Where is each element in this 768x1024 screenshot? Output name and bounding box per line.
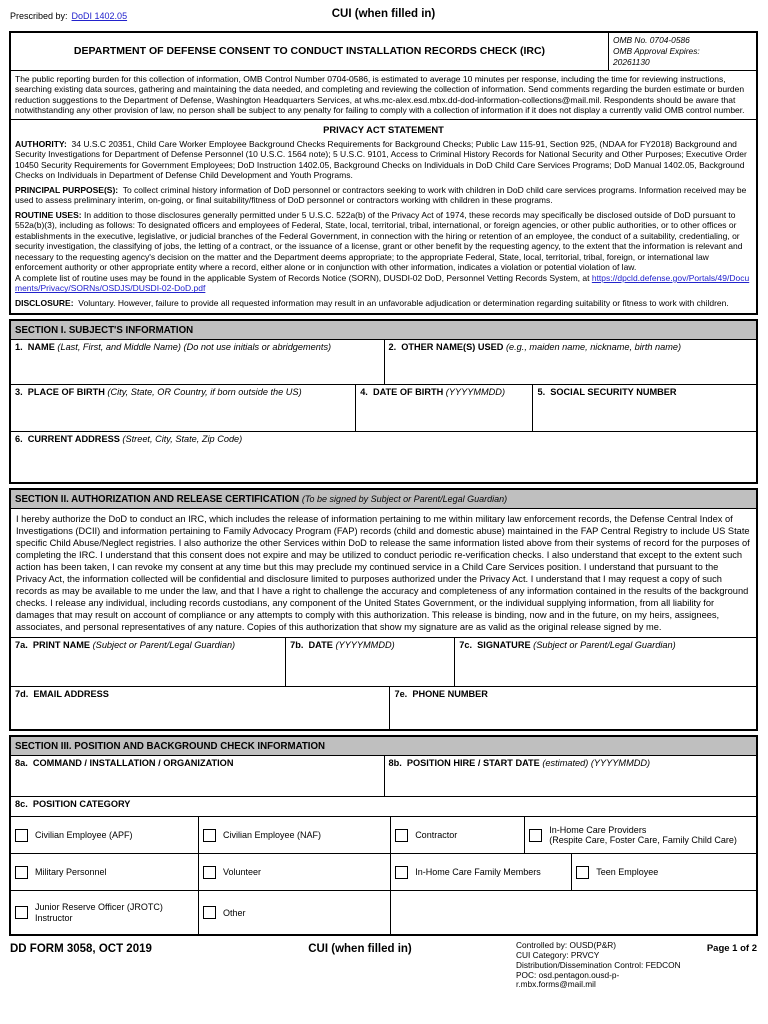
privacy-act-heading: PRIVACY ACT STATEMENT [323, 123, 444, 135]
top-banner [9, 5, 758, 27]
empty-cell [390, 891, 756, 934]
cui-category: CUI Category: PRVCY [516, 950, 600, 961]
header-box [9, 31, 758, 315]
option-in-home-care-family-members [390, 854, 571, 890]
hire-date-field[interactable]: 8b. POSITION HIRE / START DATE (estimated) (YYYYMMDD) [384, 756, 757, 796]
cui-banner-top: CUI (when filled in) [331, 8, 436, 20]
print-name-field[interactable]: 7a. PRINT NAME (Subject or Parent/Legal Guardian) [15, 640, 236, 651]
option-civilian-naf [198, 817, 390, 853]
option-other [198, 891, 390, 934]
in-home-care-providers-checkbox[interactable] [529, 829, 542, 842]
in-home-care-providers-label: In-Home Care Providers (Respite Care, Foster Care, Family Child Care) [549, 824, 737, 846]
section-3-heading: SECTION III. POSITION AND BACKGROUND CHECK INFORMATION [11, 737, 756, 755]
jrotc-instructor-checkbox[interactable] [15, 906, 28, 919]
other-names-field[interactable]: 2. OTHER NAME(S) USED (e.g., maiden name, nickname, birth name) [384, 340, 757, 384]
section-2-heading-note: (To be signed by Subject or Parent/Legal Guardian) [301, 493, 508, 504]
civilian-naf-label: Civilian Employee (NAF) [222, 830, 322, 841]
option-volunteer [198, 854, 390, 890]
signature-field[interactable]: 7c. SIGNATURE (Subject or Parent/Legal Guardian) [454, 638, 756, 686]
in-home-care-family-members-label: In-Home Care Family Members [415, 867, 541, 878]
principal-purpose-text: To collect criminal history information of DoD personnel or contractors seeking to work with children in DoD child care services programs. Information received may be used to assess preliminary interim, on-going, or final suitability/fitness of DoD personnel or contractors working with children in these programs. [15, 184, 747, 206]
authority-text: 34 U.S.C 20351, Child Care Worker Employee Background Checks Requirements for Background Checks; Public Law 115-91, Section 925, (NDAA for FY2018) Background and Security Investigations for Department of Defense Personnel (10 U.S.C. 1564 note); 5 U.S.C. 9101, Access to Criminal History Records for National Security and Other Purposes; Executive Order 10450 Security Requirements for Government Employees; DoD Instruction 1402.05, Background Checks on Individuals in DoD Child Care Services Programs; DoD Manual 1402.05, Background Checks on Individuals in Department of Defense Child Development and Youth Programs. [15, 138, 747, 181]
disclosure-label: DISCLOSURE: [15, 297, 74, 308]
date-of-birth-field[interactable]: 4. DATE OF BIRTH (YYYYMMDD) [355, 385, 532, 431]
phone-field[interactable]: 7e. PHONE NUMBER [389, 687, 756, 729]
sorn-text: A complete list of routine uses may be found in the applicable System of Records Notice (SORN), DUSDI-02 DoD, Personnel Vetting Records System, at [15, 272, 592, 283]
option-teen-employee [571, 854, 756, 890]
name-field[interactable]: 1. NAME (Last, First, and Middle Name) (Do not use initials or abridgements) [15, 341, 332, 352]
place-of-birth-field[interactable]: 3. PLACE OF BIRTH (City, State, OR Country, if born outside the US) [15, 386, 302, 397]
section-1-box [9, 319, 758, 484]
prescribed-by-label: Prescribed by: [10, 11, 68, 21]
signature-date-field[interactable]: 7b. DATE (YYYYMMDD) [285, 638, 454, 686]
option-contractor [390, 817, 524, 853]
teen-employee-label: Teen Employee [596, 867, 659, 878]
controlled-by: Controlled by: OUSD(P&R) [516, 940, 617, 951]
omb-expires-value: 20261130 [613, 56, 650, 67]
contractor-checkbox[interactable] [395, 829, 408, 842]
section-3-box [9, 735, 758, 936]
sorn-link[interactable]: https://dpcld.defense.gov/Portals/49/Documents/Privacy/SORNs/OSDJS/DUSDI-02-DoD.pdf [15, 272, 750, 294]
section-1-heading: SECTION I. SUBJECT'S INFORMATION [11, 321, 756, 339]
routine-uses-text: In addition to those disclosures generally permitted under 5 U.S.C. 522a(b) of the Privacy Act of 1974, these records may specifically be disclosed outside of DoD pursuant to 552a(b)(3), including as follows: To designated officers and employees of Federal, State, local, territorial, tribal, international, or foreign agencies, or other public authorities, or to other offices or establishments in the executive, legislative, or judicial branches of the Federal Government, in connection with the hiring or retention of an employee, the conduct of a suitability, credentialing, or security investigation, the classifying of jobs, the letting of a contract, or the issuance of a license, grant or other benefit by the requesting agency, to the extent that the information is relevant and necessary to the requesting agency's decision on the matter and the Department deems appropriate; to the appropriate Federal, State, local, territorial, tribal, foreign, or international law enforcement authority or other appropriate entity where a record, either alone or in conjunction with other information, indicates a violation or potential violation of law. [15, 209, 743, 273]
other-label: Other [222, 907, 246, 918]
option-civilian-apf [11, 817, 198, 853]
consent-paragraph: I hereby authorize the DoD to conduct an IRC, which includes the release of information pertaining to me within military law enforcement records, the Defense Central Index of Investigations (DCII) and information pertaining to Family Advocacy Program (FAP) records (child and domestic abuse) maintained in the FAP Central Registry to include US State specific Child Abuse/Neglect registries. I also authorize the other Services within DoD to release the same information listed above from their systems of record for the purposes of completing the IRC. I understand that this consent does not expire and may be utilized to conduct periodic re-verification checks. I also understand that except to the extent such action has been taken, I can revoke my consent at any time but this may preclude my continued service in a Child Care Services position. I understand that pursuant to the Privacy Act, the information collected will be confidential and disclosure limited to purposes authorized under the Privacy Act. I understand that I may request a copy of such records as may be available to me under the law, and that I have a right to challenge the accuracy and completeness of any information contained in the results of the background checks. I release any individual, including records custodians, any component of the United States Government, or the individual supplying information, from all liability for damages that may result on account of compliance or any attempts to comply with this authorization. This release is binding, now and in the future, on my heirs, assignees, associates, and personal representatives of any nature. Copies of this authorization that show my signature are as valid as the original release signed by me. [16, 513, 750, 633]
omb-box [608, 33, 756, 70]
other-checkbox[interactable] [203, 906, 216, 919]
ssn-field[interactable]: 5. SOCIAL SECURITY NUMBER [532, 385, 756, 431]
form-number: DD FORM 3058, OCT 2019 [10, 943, 152, 956]
principal-purpose-label: PRINCIPAL PURPOSE(S): [15, 184, 119, 195]
routine-uses-label: ROUTINE USES: [15, 209, 82, 220]
distribution-control: Distribution/Dissemination Control: FEDCON [516, 959, 681, 970]
contractor-label: Contractor [415, 830, 458, 841]
omb-number: OMB No. 0704-0586 [613, 35, 690, 45]
option-military-personnel [11, 854, 198, 890]
poc: POC: osd.pentagon.ousd-p-r.mbx.forms@mail.mil [516, 969, 620, 990]
military-personnel-checkbox[interactable] [15, 866, 28, 879]
section-2-box [9, 488, 758, 732]
page-footer [9, 939, 758, 990]
prescribed-by [10, 11, 127, 21]
control-block [460, 941, 693, 990]
burden-statement: The public reporting burden for this collection of information, OMB Control Number 0704-0586, is estimated to average 10 minutes per response, including the time for reviewing instructions, searching existing data sources, gathering and maintaining the data needed, and completing and reviewing the collection of information. Send comments regarding the burden estimate or burden reduction suggestions to the Department of Defense, Washington Headquarters Services, at whs.mc-alex.esd.mbx.dd-dod-information-collections@mail.mil. Respondents should be aware that notwithstanding any other provision of law, no person shall be subject to any penalty for failing to comply with a collection of information if it does not display a currently valid OMB control number. [15, 73, 745, 116]
omb-expires-label: OMB Approval Expires: [613, 45, 700, 56]
privacy-act-statement [11, 120, 756, 313]
email-field[interactable]: 7d. EMAIL ADDRESS [15, 689, 109, 700]
in-home-care-family-members-checkbox[interactable] [395, 866, 408, 879]
jrotc-instructor-label: Junior Reserve Officer (JROTC) Instructor [35, 902, 163, 923]
section-2-heading: SECTION II. AUTHORIZATION AND RELEASE CERTIFICATION (To be signed by Subject or Parent/Legal Guardian) [11, 490, 756, 508]
teen-employee-checkbox[interactable] [576, 866, 589, 879]
current-address-field[interactable]: 6. CURRENT ADDRESS (Street, City, State, Zip Code) [15, 433, 243, 444]
option-in-home-care-providers [524, 817, 756, 853]
form-title: DEPARTMENT OF DEFENSE CONSENT TO CONDUCT INSTALLATION RECORDS CHECK (IRC) [73, 45, 546, 58]
authority-label: AUTHORITY: [15, 138, 67, 149]
military-personnel-label: Military Personnel [35, 867, 107, 878]
disclosure-text: Voluntary. However, failure to provide all requested information may result in an unfavorable adjudication or determination regarding suitability or fitness to work with children. [78, 297, 729, 308]
civilian-apf-checkbox[interactable] [15, 829, 28, 842]
civilian-apf-label: Civilian Employee (APF) [35, 830, 133, 841]
command-field[interactable]: 8a. COMMAND / INSTALLATION / ORGANIZATION [15, 758, 234, 769]
cui-banner-bottom: CUI (when filled in) [308, 943, 412, 956]
volunteer-checkbox[interactable] [203, 866, 216, 879]
option-jrotc-instructor [11, 891, 198, 934]
civilian-naf-checkbox[interactable] [203, 829, 216, 842]
volunteer-label: Volunteer [222, 867, 262, 878]
prescribed-link[interactable]: DoDI 1402.05 [71, 11, 128, 21]
position-category-label: 8c. POSITION CATEGORY [15, 799, 131, 810]
page-indicator: Page 1 of 2 [706, 943, 757, 955]
